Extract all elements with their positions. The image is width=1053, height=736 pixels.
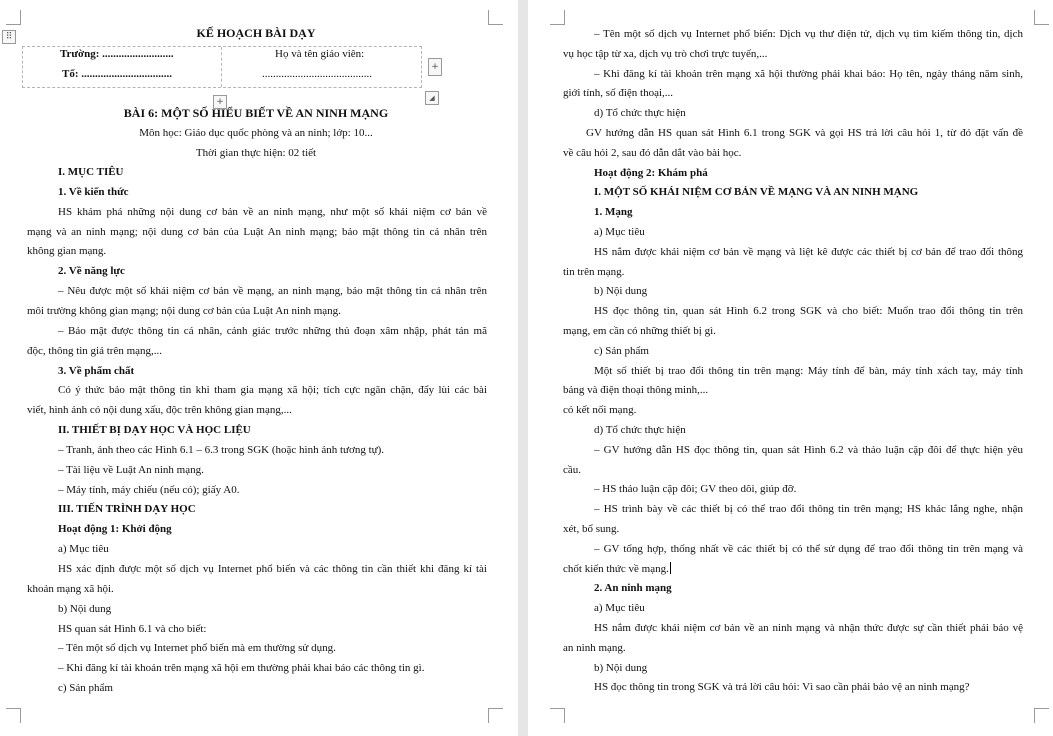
- body-text-line: b) Nội dung: [58, 602, 112, 615]
- body-text-line: mạng, em cần có những thiết bị gì.: [563, 325, 716, 337]
- add-row-plus-icon[interactable]: +: [213, 95, 227, 109]
- section-heading: 2. An ninh mạng: [594, 582, 672, 595]
- to-field: Tổ: .................................: [62, 68, 172, 80]
- body-text-line: an ninh mạng.: [563, 641, 626, 654]
- body-text-line: – Khi đăng kí tài khoản trên mạng xã hội em thường phải khai báo các thông tin gì.: [58, 662, 425, 675]
- truong-field: Trường: ..........................: [60, 48, 174, 60]
- section-heading: Hoạt động 1: Khởi động: [58, 523, 172, 536]
- body-text-line: bảng và điện thoại thông minh,...: [563, 384, 709, 397]
- body-text-line: có kết nối mạng.: [563, 404, 637, 417]
- body-text-line: HS khám phá những nội dung cơ bản về an ninh mạng, như một số khái niệm cơ bản về: [58, 205, 487, 218]
- body-text-line: a) Mục tiêu: [58, 543, 109, 556]
- margin-corner-mark: [6, 10, 21, 25]
- body-text-line: a) Mục tiêu: [594, 602, 645, 615]
- body-text-line: Một số thiết bị trao đổi thông tin trên mạng: Máy tính để bàn, máy tính xách tay, máy tính: [594, 364, 1023, 377]
- duration-line: Thời gian thực hiện: 02 tiết: [195, 147, 317, 159]
- body-text-line: b) Nội dung: [594, 285, 648, 298]
- body-text-line: mạng và an ninh mạng; nội dung cơ bản của Luật An ninh mạng; bảo mật thông tin cá nhân trên: [27, 225, 487, 238]
- body-text-line: – Tên một số dịch vụ Internet phổ biến: Dịch vụ thư điện tử, dịch vụ tìm kiếm thông tin, dịch: [594, 28, 1023, 40]
- document-page-left: [0, 0, 518, 736]
- body-text-line: – Nêu được một số khái niệm cơ bản về mạng, an ninh mạng, bảo mật thông tin cá nhân trên: [58, 285, 487, 298]
- body-text-line: d) Tổ chức thực hiện: [594, 424, 686, 436]
- body-text-line: – HS trình bày về các thiết bị có thể trao đổi thông tin trên mạng; HS khác lắng nghe, nhận: [594, 503, 1023, 516]
- body-text-line: HS xác định được một số dịch vụ Internet phổ biến và các thông tin cần thiết khi đăng kí tài: [58, 563, 487, 575]
- body-text-line: – GV hướng dẫn HS đọc thông tin, quan sát Hình 6.2 và thảo luận cặp đôi để thực hiện yêu: [594, 443, 1023, 456]
- section-heading: 3. Về phẩm chất: [58, 364, 135, 377]
- document-page-right: [528, 0, 1053, 736]
- margin-corner-mark: [550, 10, 565, 25]
- body-text-line: a) Mục tiêu: [594, 226, 645, 238]
- section-heading: II. THIẾT BỊ DẠY HỌC VÀ HỌC LIỆU: [58, 424, 251, 437]
- margin-corner-mark: [1034, 10, 1049, 25]
- page-title: KẾ HOẠCH BÀI DẠY: [196, 26, 316, 40]
- body-text-line: HS đọc thông tin, quan sát Hình 6.2 trong SGK và cho biết: Muốn trao đổi thông tin trên: [594, 305, 1023, 318]
- section-heading: I. MỤC TIÊU: [58, 166, 124, 178]
- body-text-line: HS nắm được khái niệm cơ bản về mạng và liệt kê được các thiết bị cơ bản để trao đổi thông: [594, 245, 1023, 258]
- body-text-line: – HS thảo luận cặp đôi; GV theo dõi, giúp đỡ.: [594, 483, 797, 496]
- body-text-line: vụ học tập từ xa, dịch vụ trò chơi trực tuyến,...: [563, 47, 768, 60]
- body-text-line: viết, hình ảnh có nội dung xấu, độc trên không gian mạng,...: [27, 404, 292, 417]
- body-text-line: xét, bổ sung.: [563, 523, 620, 535]
- body-text-line: HS nắm được khái niệm cơ bản về an ninh mạng và nhận thức được sự cần thiết phải bảo vệ: [594, 622, 1023, 634]
- body-text-line: về câu hỏi 2, sau đó dẫn dắt vào bài học.: [563, 146, 742, 159]
- body-text-line: HS đọc thông tin trong SGK và trả lời câu hỏi: Vì sao cần phải bảo vệ an ninh mạng?: [594, 681, 970, 694]
- section-heading: Hoạt động 2: Khám phá: [594, 166, 708, 179]
- table-move-handle-icon[interactable]: ⠿: [2, 30, 16, 44]
- body-text-line: – Tài liệu về Luật An ninh mạng.: [58, 463, 204, 476]
- body-text-line: – GV tổng hợp, thống nhất về các thiết bị có thể sử dụng để trao đổi thông tin trên mạng và: [594, 542, 1023, 555]
- margin-corner-mark: [488, 708, 503, 723]
- margin-corner-mark: [6, 708, 21, 723]
- add-column-plus-icon[interactable]: +: [428, 58, 442, 76]
- body-text-line: khoản mạng xã hội.: [27, 582, 114, 595]
- body-text-line: Có ý thức bảo mật thông tin khi tham gia mạng xã hội; tích cực ngăn chặn, đẩy lùi các bài: [58, 384, 487, 397]
- subject-line: Môn học: Giáo dục quốc phòng và an ninh; lớp: 10...: [139, 127, 373, 139]
- body-text-line: – Bảo mật được thông tin cá nhân, cảnh giác trước những thủ đoạn xâm nhập, phát tán mã: [58, 324, 487, 337]
- body-text-line: b) Nội dung: [594, 661, 648, 674]
- body-text-line: không gian mạng.: [27, 245, 107, 258]
- text-cursor: [670, 562, 671, 574]
- body-text-line: tin trên mạng.: [563, 265, 625, 278]
- table-resize-handle-icon[interactable]: ◢: [425, 91, 439, 105]
- margin-corner-mark: [1034, 708, 1049, 723]
- body-text-line: d) Tổ chức thực hiện: [594, 107, 686, 120]
- body-text-line: môi trường không gian mạng; nội dung cơ bản của Luật An ninh mạng.: [27, 304, 341, 317]
- body-text-line: c) Sản phẩm: [58, 682, 113, 695]
- section-heading: 1. Về kiến thức: [58, 185, 129, 198]
- body-text-line: – Tranh, ảnh theo các Hình 6.1 – 6.3 trong SGK (hoặc hình ảnh tương tự).: [58, 443, 385, 456]
- body-text-line: HS quan sát Hình 6.1 và cho biết:: [58, 622, 207, 635]
- giao-vien-label: Họ và tên giáo viên:: [275, 48, 365, 60]
- margin-corner-mark: [550, 708, 565, 723]
- margin-corner-mark: [488, 10, 503, 25]
- body-text-line: độc, thông tin giả trên mạng,...: [27, 344, 163, 357]
- body-text-line: chốt kiến thức về mạng.: [563, 562, 669, 575]
- body-text-line: – Máy tính, máy chiếu (nếu có); giấy A0.: [58, 483, 240, 496]
- body-text-line: giới tính, số điện thoại,...: [563, 87, 674, 100]
- table-divider: [221, 47, 222, 87]
- body-text-line: cầu.: [563, 463, 582, 476]
- body-text-line: – Tên một số dịch vụ Internet phổ biến mà em thường sử dụng.: [58, 642, 336, 655]
- body-text-line: c) Sản phẩm: [594, 344, 649, 357]
- body-text-line: GV hướng dẫn HS quan sát Hình 6.1 trong SGK và gọi HS trả lời câu hỏi 1, từ đó đặt vấn đề: [586, 127, 1023, 139]
- lesson-title: BÀI 6: MỘT SỐ HIỂU BIẾT VỀ AN NINH MẠNG: [123, 106, 389, 120]
- body-text-line: – Khi đăng kí tài khoản trên mạng xã hội thường phải khai báo: Họ tên, ngày tháng năm sinh,: [594, 67, 1023, 80]
- giao-vien-field: ........................................: [262, 68, 372, 80]
- section-heading: I. MỘT SỐ KHÁI NIỆM CƠ BẢN VỀ MẠNG VÀ AN NINH MẠNG: [594, 186, 919, 199]
- section-heading: III. TIẾN TRÌNH DẠY HỌC: [58, 503, 196, 516]
- section-heading: 2. Về năng lực: [58, 265, 125, 278]
- section-heading: 1. Mạng: [594, 206, 633, 219]
